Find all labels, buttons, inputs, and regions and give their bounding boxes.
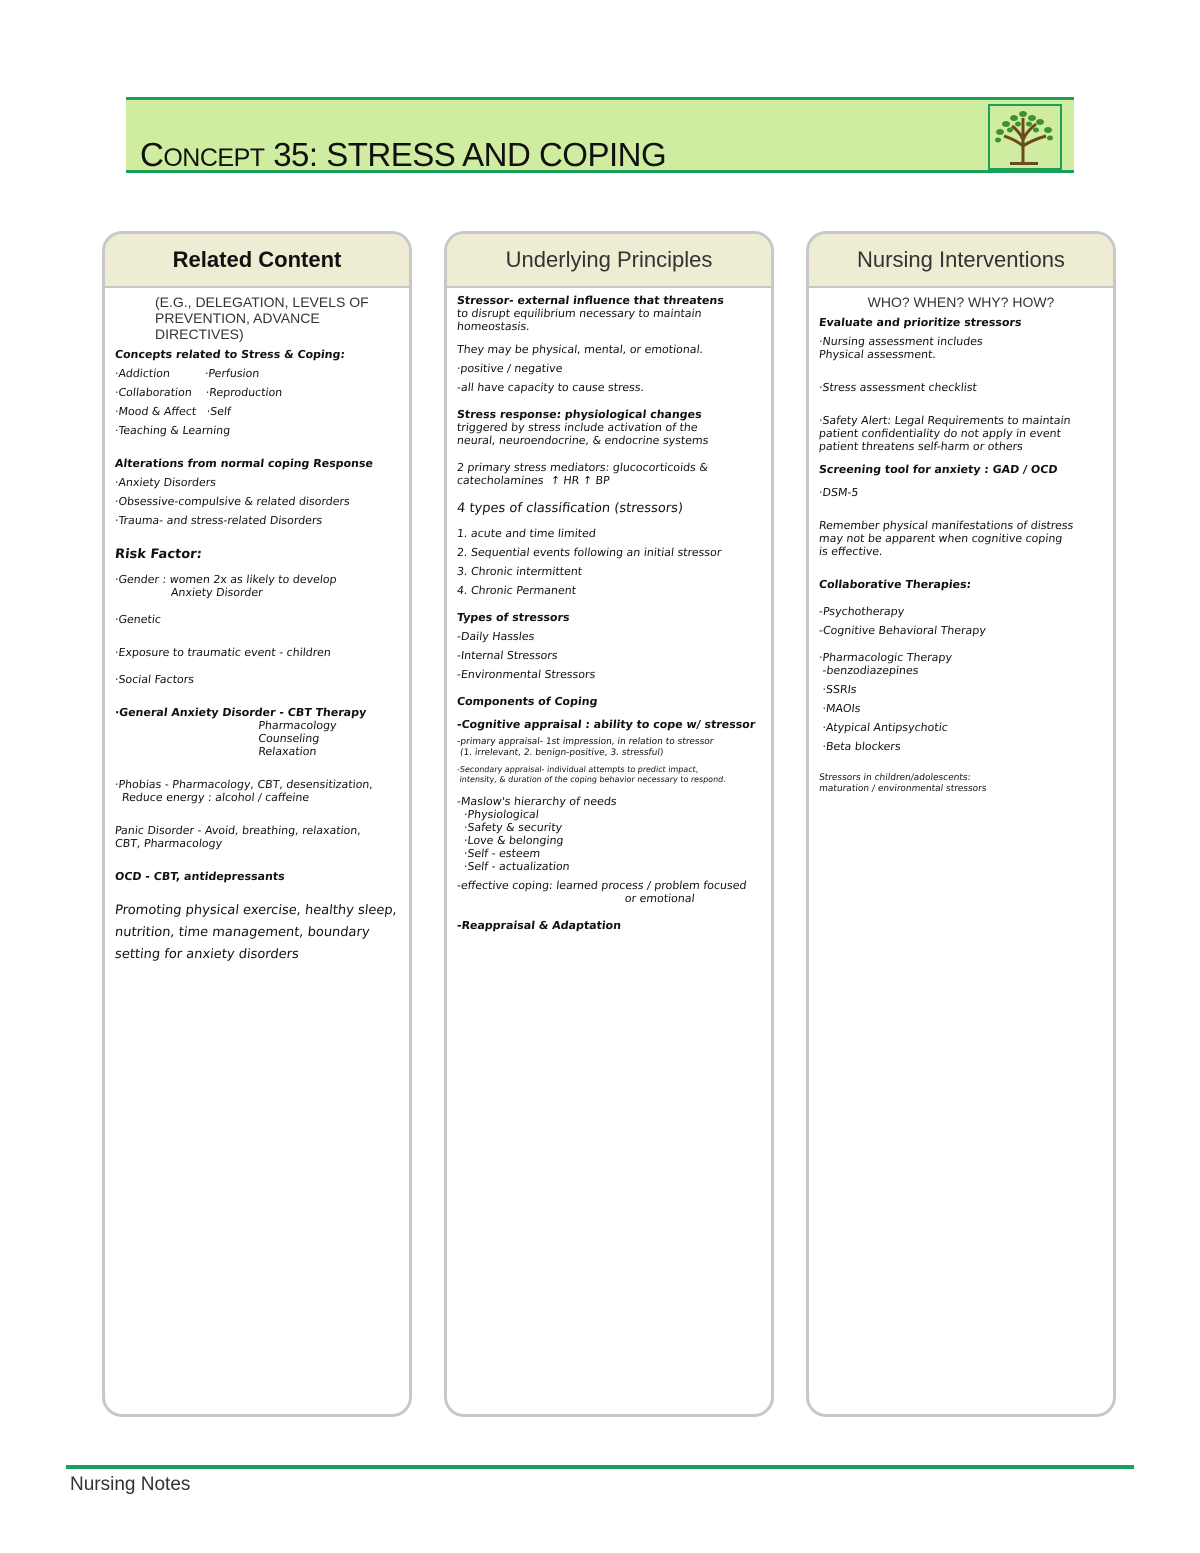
- note-line: ·Physiological: [456, 808, 540, 821]
- note-line: ·Atypical Antipsychotic: [818, 721, 949, 734]
- note-line: ·Safety Alert: Legal Requirements to maintain: [818, 414, 1072, 427]
- nursing-interventions-body: [809, 288, 1113, 795]
- note-line: ·Anxiety Disorders: [114, 476, 217, 489]
- underlying-principles-heading: Underlying Principles: [447, 234, 771, 288]
- note-line: ·Beta blockers: [818, 740, 902, 753]
- note-line: may not be apparent when cognitive coping: [818, 532, 1064, 545]
- note-line: ·Self - actualization: [456, 860, 571, 873]
- note-line: (1. irrelevant, 2. benign-positive, 3. stressful): [456, 748, 664, 758]
- note-line: ·Trauma- and stress-related Disorders: [114, 514, 323, 527]
- note-line: ·DSM-5: [818, 486, 860, 499]
- note-line: Stressors in children/adolescents:: [818, 773, 972, 783]
- note-line: ·Nursing assessment includes: [818, 335, 984, 348]
- note-line: is effective.: [818, 545, 884, 558]
- note-line: patient confidentiality do not apply in event: [818, 427, 1062, 440]
- note-line: Stressor- external influence that threatens: [456, 294, 725, 307]
- note-line: setting for anxiety disorders: [114, 947, 300, 962]
- note-line: ·Teaching & Learning: [114, 424, 231, 437]
- note-line: catecholamines ↑ HR ↑ BP: [456, 474, 611, 487]
- note-line: Concepts related to Stress & Coping:: [114, 348, 346, 361]
- note-line: ·MAOIs: [818, 702, 862, 715]
- note-line: Collaborative Therapies:: [818, 578, 972, 591]
- note-line: -primary appraisal- 1st impression, in relation to stressor: [456, 737, 714, 747]
- footer-divider: [66, 1465, 1134, 1469]
- note-line: ·Collaboration ·Reproduction: [114, 386, 283, 399]
- related-content-heading: Related Content: [105, 234, 409, 288]
- note-line: OCD - CBT, antidepressants: [114, 870, 286, 883]
- note-line: triggered by stress include activation of the: [456, 421, 699, 434]
- footer-text: Nursing Notes: [70, 1474, 191, 1495]
- nursing-interventions-card: [806, 231, 1116, 1417]
- note-line: ·Genetic: [114, 613, 162, 626]
- note-line: ·Stress assessment checklist: [818, 381, 978, 394]
- note-line: Reduce energy : alcohol / caffeine: [114, 791, 310, 804]
- note-line: maturation / environmental stressors: [818, 784, 988, 794]
- note-line: ·Safety & security: [456, 821, 563, 834]
- note-line: Physical assessment.: [818, 348, 937, 361]
- note-line: or emotional: [456, 892, 696, 905]
- note-line: 1. acute and time limited: [456, 527, 597, 540]
- note-line: Anxiety Disorder: [114, 586, 264, 599]
- note-line: They may be physical, mental, or emotional.: [456, 343, 704, 356]
- note-line: Counseling: [114, 732, 320, 745]
- note-line: ·Gender : women 2x as likely to develop: [114, 573, 338, 586]
- note-line: ·Pharmacologic Therapy: [818, 651, 953, 664]
- related-content-card: [102, 231, 412, 1417]
- note-line: -Environmental Stressors: [456, 668, 596, 681]
- note-line: Risk Factor:: [114, 547, 203, 562]
- note-line: nutrition, time management, boundary: [114, 925, 371, 940]
- note-line: ·SSRIs: [818, 683, 858, 696]
- note-line: -Psychotherapy: [818, 605, 905, 618]
- note-line: -all have capacity to cause stress.: [456, 381, 645, 394]
- underlying-principles-body: [447, 288, 771, 932]
- note-line: Types of stressors: [456, 611, 571, 624]
- note-line: Alterations from normal coping Response: [114, 457, 374, 470]
- note-line: -Maslow's hierarchy of needs: [456, 795, 618, 808]
- page-title: CONCEPT 35: STRESS AND COPING: [140, 136, 667, 173]
- note-line: ·Addiction ·Perfusion: [114, 367, 260, 380]
- note-line: Remember physical manifestations of distress: [818, 519, 1075, 532]
- note-line: CBT, Pharmacology: [114, 837, 223, 850]
- note-line: 3. Chronic intermittent: [456, 565, 583, 578]
- note-line: ·Love & belonging: [456, 834, 565, 847]
- note-line: -Daily Hassles: [456, 630, 536, 643]
- nursing-interventions-subheading: WHO? WHEN? WHY? HOW?: [867, 294, 1055, 310]
- related-content-subheading: (E.G., DELEGATION, LEVELS OF PREVENTION, ADVANCE DIRECTIVES): [155, 294, 369, 342]
- note-line: 2 primary stress mediators: glucocorticoids &: [456, 461, 709, 474]
- note-line: -benzodiazepines: [818, 664, 920, 677]
- note-line: -Secondary appraisal- individual attempts to predict impact,: [456, 765, 699, 774]
- tree-icon: [988, 104, 1062, 170]
- note-line: intensity, & duration of the coping behavior necessary to respond.: [456, 775, 727, 784]
- note-line: Relaxation: [114, 745, 318, 758]
- note-line: Evaluate and prioritize stressors: [818, 316, 1023, 329]
- note-line: 4 types of classification (stressors): [456, 501, 684, 516]
- note-line: ·Phobias - Pharmacology, CBT, desensitization,: [114, 778, 374, 791]
- note-line: Stress response: physiological changes: [456, 408, 703, 421]
- underlying-principles-card: [444, 231, 774, 1417]
- note-line: -Reappraisal & Adaptation: [456, 919, 622, 932]
- note-line: to disrupt equilibrium necessary to maintain: [456, 307, 703, 320]
- note-line: ·Mood & Affect ·Self: [114, 405, 232, 418]
- note-line: 2. Sequential events following an initial stressor: [456, 546, 723, 559]
- nursing-interventions-heading: Nursing Interventions: [809, 234, 1113, 288]
- title-banner: [126, 97, 1074, 173]
- note-line: homeostasis.: [456, 320, 531, 333]
- note-line: 4. Chronic Permanent: [456, 584, 577, 597]
- note-line: neural, neuroendocrine, & endocrine systems: [456, 434, 710, 447]
- note-line: -Cognitive appraisal : ability to cope w/ stressor: [456, 718, 756, 731]
- note-line: ·Social Factors: [114, 673, 195, 686]
- note-line: Panic Disorder - Avoid, breathing, relaxation,: [114, 824, 362, 837]
- note-line: Promoting physical exercise, healthy sleep,: [114, 903, 398, 918]
- note-line: ·Self - esteem: [456, 847, 541, 860]
- note-line: ·Exposure to traumatic event - children: [114, 646, 332, 659]
- note-line: -effective coping: learned process / problem focused: [456, 879, 748, 892]
- note-line: -Cognitive Behavioral Therapy: [818, 624, 987, 637]
- note-line: Pharmacology: [114, 719, 338, 732]
- related-content-body: [105, 288, 409, 963]
- note-line: Components of Coping: [456, 695, 599, 708]
- note-line: patient threatens self-harm or others: [818, 440, 1024, 453]
- note-line: ·positive / negative: [456, 362, 564, 375]
- note-line: ·General Anxiety Disorder - CBT Therapy: [114, 706, 367, 719]
- note-line: ·Obsessive-compulsive & related disorders: [114, 495, 351, 508]
- note-line: Screening tool for anxiety : GAD / OCD: [818, 463, 1059, 476]
- note-line: -Internal Stressors: [456, 649, 559, 662]
